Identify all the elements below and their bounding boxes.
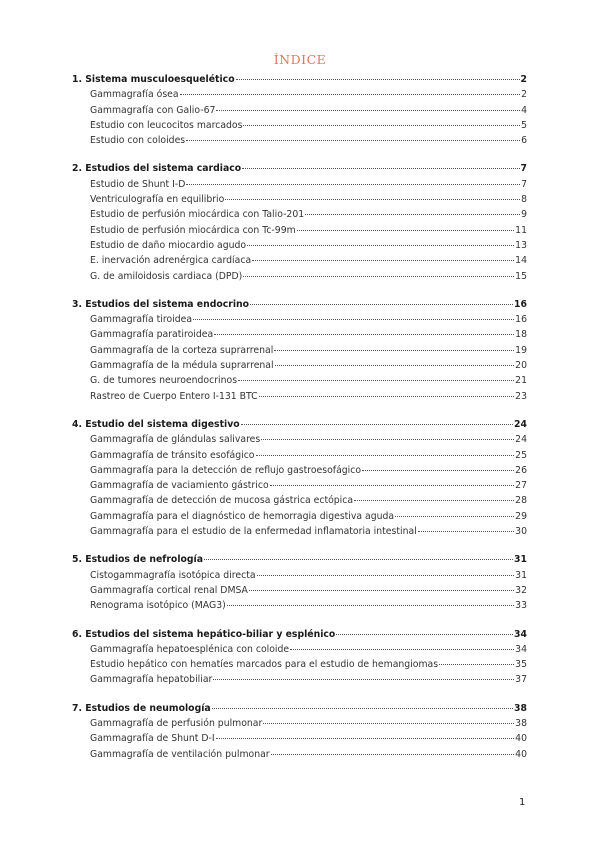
toc-entry[interactable] bbox=[72, 657, 527, 672]
toc-section bbox=[72, 161, 527, 283]
toc-entry-page: 31 bbox=[515, 569, 527, 581]
toc-entry-page: 18 bbox=[515, 329, 527, 341]
toc-entry[interactable] bbox=[72, 493, 527, 508]
dot-leader bbox=[354, 500, 514, 501]
toc-entry[interactable] bbox=[72, 432, 527, 447]
toc-entry-label: Gammagrafía ósea bbox=[90, 89, 179, 101]
dot-leader bbox=[241, 424, 513, 425]
toc-entry[interactable] bbox=[72, 253, 527, 268]
toc-entry-page: 28 bbox=[515, 495, 527, 507]
page-title: ÍNDICE bbox=[273, 52, 327, 67]
toc-entry-label: Estudio hepático con hematíes marcados para el estudio de hemangiomas bbox=[90, 659, 439, 671]
toc-entry[interactable] bbox=[72, 177, 527, 192]
dot-leader bbox=[252, 260, 514, 261]
toc-entry[interactable] bbox=[72, 223, 527, 238]
toc-section bbox=[72, 552, 527, 613]
toc-entry[interactable] bbox=[72, 118, 527, 133]
dot-leader bbox=[204, 559, 513, 560]
dot-leader bbox=[193, 319, 514, 320]
toc-section-heading[interactable] bbox=[72, 627, 527, 642]
toc-entry-page: 7 bbox=[521, 178, 527, 190]
dot-leader bbox=[250, 304, 513, 305]
toc-entry-page: 16 bbox=[515, 314, 527, 326]
dot-leader bbox=[216, 738, 515, 739]
toc-entry-page: 11 bbox=[515, 224, 527, 236]
toc-entry-label: Gammagrafía cortical renal DMSA bbox=[90, 584, 248, 596]
toc-entry[interactable] bbox=[72, 327, 527, 342]
dot-leader bbox=[186, 140, 520, 141]
toc-entry[interactable] bbox=[72, 269, 527, 284]
toc-entry-label: Gammagrafía para la detección de reflujo gastroesofágico bbox=[90, 464, 362, 476]
toc-entry[interactable] bbox=[72, 524, 527, 539]
toc-entry-page: 33 bbox=[515, 600, 527, 612]
toc-entry-label: Gammagrafía de Shunt D-I bbox=[90, 733, 215, 745]
toc-entry[interactable] bbox=[72, 672, 527, 687]
toc-section-heading-label: 5. Estudios de nefrología bbox=[72, 554, 204, 566]
toc-entry[interactable] bbox=[72, 731, 527, 746]
toc-entry-page: 6 bbox=[521, 135, 527, 147]
toc-entry-label: Estudio de Shunt I-D bbox=[90, 178, 186, 190]
toc-section-heading-label: 6. Estudios del sistema hepático-biliar y esplénico bbox=[72, 628, 336, 640]
toc-entry-page: 30 bbox=[515, 526, 527, 538]
toc-entry[interactable] bbox=[72, 716, 527, 731]
toc-entry[interactable] bbox=[72, 87, 527, 102]
toc-entry-page: 40 bbox=[515, 748, 527, 760]
toc-entry-label: Gammagrafía hepatobiliar bbox=[90, 674, 213, 686]
dot-leader bbox=[186, 184, 520, 185]
toc-entry-label: Gammagrafía con Galio-67 bbox=[90, 104, 216, 116]
toc-entry-label: Renograma isotópico (MAG3) bbox=[90, 600, 226, 612]
toc-entry[interactable] bbox=[72, 568, 527, 583]
dot-leader bbox=[418, 531, 514, 532]
toc-entry-page: 27 bbox=[515, 480, 527, 492]
toc-section-heading-page: 2 bbox=[520, 74, 527, 85]
toc-entry-label: Gammagrafía de vaciamiento gástrico bbox=[90, 480, 269, 492]
toc-entry[interactable] bbox=[72, 642, 527, 657]
toc-entry-label: Gammagrafía para el estudio de la enfermedad inflamatoria intestinal bbox=[90, 526, 417, 538]
dot-leader bbox=[236, 79, 520, 80]
dot-leader bbox=[261, 439, 514, 440]
toc-entry[interactable] bbox=[72, 192, 527, 207]
toc-entry-page: 20 bbox=[515, 360, 527, 372]
toc-entry[interactable] bbox=[72, 448, 527, 463]
dot-leader bbox=[257, 575, 515, 576]
toc-entry[interactable] bbox=[72, 598, 527, 613]
dot-leader bbox=[216, 110, 520, 111]
dot-leader bbox=[180, 94, 520, 95]
toc-section-heading-page: 34 bbox=[514, 628, 527, 640]
dot-leader bbox=[238, 380, 514, 381]
toc-entry-label: Ventriculografía en equilibrio bbox=[90, 194, 225, 206]
dot-leader bbox=[259, 396, 514, 397]
dot-leader bbox=[212, 708, 513, 709]
dot-leader bbox=[274, 350, 514, 351]
toc-entry-page: 38 bbox=[515, 717, 527, 729]
toc-section-heading[interactable] bbox=[72, 297, 527, 312]
toc-entry-page: 32 bbox=[515, 584, 527, 596]
toc-entry[interactable] bbox=[72, 358, 527, 373]
toc-entry-page: 8 bbox=[521, 194, 527, 206]
dot-leader bbox=[242, 168, 519, 169]
toc-entry-label: Estudio con coloides bbox=[90, 135, 186, 147]
dot-leader bbox=[270, 485, 515, 486]
toc-entry[interactable] bbox=[72, 583, 527, 598]
dot-leader bbox=[395, 516, 514, 517]
toc-section-heading[interactable] bbox=[72, 417, 527, 432]
toc-section-heading-label: 2. Estudios del sistema cardiaco bbox=[72, 163, 242, 175]
toc-section-heading-page: 31 bbox=[514, 554, 527, 566]
toc-entry-page: 35 bbox=[515, 659, 527, 671]
toc-entry-page: 26 bbox=[515, 464, 527, 476]
toc-entry-page: 5 bbox=[521, 119, 527, 131]
toc-section-heading[interactable] bbox=[72, 552, 527, 567]
dot-leader bbox=[275, 365, 515, 366]
dot-leader bbox=[263, 723, 514, 724]
dot-leader bbox=[256, 455, 515, 456]
toc-entry[interactable] bbox=[72, 463, 527, 478]
toc-entry-label: Gammagrafía para el diagnóstico de hemorragia digestiva aguda bbox=[90, 510, 395, 522]
toc-entry[interactable] bbox=[72, 373, 527, 388]
dot-leader bbox=[290, 649, 514, 650]
toc-entry-label: Gammagrafía de la médula suprarrenal bbox=[90, 360, 274, 372]
toc-entry[interactable] bbox=[72, 238, 527, 253]
dot-leader bbox=[249, 590, 514, 591]
toc-entry-page: 14 bbox=[515, 255, 527, 267]
toc-entry-label: Estudio con leucocitos marcados bbox=[90, 119, 243, 131]
toc-section-heading-page: 7 bbox=[520, 163, 527, 175]
toc-entry-label: Estudio de daño miocardio agudo bbox=[90, 239, 247, 251]
toc-entry[interactable] bbox=[72, 747, 527, 762]
toc-entry-label: Gammagrafía de detección de mucosa gástrica ectópica bbox=[90, 495, 354, 507]
toc-section-heading-label: 4. Estudio del sistema digestivo bbox=[72, 418, 240, 430]
toc-entry-page: 25 bbox=[515, 449, 527, 461]
dot-leader bbox=[297, 230, 514, 231]
toc-section-heading-page: 38 bbox=[514, 702, 527, 714]
toc-entry[interactable] bbox=[72, 133, 527, 148]
toc-entry-page: 24 bbox=[515, 434, 527, 446]
toc-entry-label: Gammagrafía hepatoesplénica con coloide bbox=[90, 643, 290, 655]
toc-section-heading[interactable] bbox=[72, 72, 527, 87]
table-of-contents bbox=[72, 72, 527, 775]
toc-entry-label: Gammagrafía de la corteza suprarrenal bbox=[90, 344, 274, 356]
toc-entry-page: 21 bbox=[515, 375, 527, 387]
toc-entry-label: Estudio de perfusión miocárdica con Talio-201 bbox=[90, 209, 305, 221]
dot-leader bbox=[214, 334, 514, 335]
toc-entry-page: 2 bbox=[521, 89, 527, 101]
toc-entry-page: 34 bbox=[515, 643, 527, 655]
toc-entry-page: 9 bbox=[521, 209, 527, 221]
toc-entry[interactable] bbox=[72, 509, 527, 524]
toc-entry-page: 19 bbox=[515, 344, 527, 356]
toc-entry-label: Gammagrafía de ventilación pulmonar bbox=[90, 748, 270, 760]
toc-entry-page: 37 bbox=[515, 674, 527, 686]
dot-leader bbox=[439, 664, 514, 665]
toc-section-heading-page: 16 bbox=[514, 298, 527, 310]
toc-entry-label: Gammagrafía de tránsito esofágico bbox=[90, 449, 255, 461]
dot-leader bbox=[362, 470, 514, 471]
toc-section-heading-page: 24 bbox=[514, 418, 527, 430]
toc-entry[interactable] bbox=[72, 312, 527, 327]
toc-entry[interactable] bbox=[72, 207, 527, 222]
dot-leader bbox=[247, 245, 514, 246]
dot-leader bbox=[213, 679, 514, 680]
dot-leader bbox=[271, 754, 515, 755]
toc-entry-page: 13 bbox=[515, 239, 527, 251]
toc-entry-page: 15 bbox=[515, 270, 527, 282]
toc-section-heading-label: 3. Estudios del sistema endocrino bbox=[72, 298, 250, 310]
toc-section-heading[interactable] bbox=[72, 701, 527, 716]
toc-section-heading-label: 1. Sistema musculoesquelético bbox=[72, 74, 235, 85]
toc-section bbox=[72, 701, 527, 762]
dot-leader bbox=[225, 199, 520, 200]
toc-section bbox=[72, 72, 527, 148]
toc-entry-label: E. inervación adrenérgica cardíaca bbox=[90, 255, 252, 267]
toc-entry-page: 40 bbox=[515, 733, 527, 745]
toc-section bbox=[72, 627, 527, 688]
dot-leader bbox=[243, 125, 520, 126]
dot-leader bbox=[243, 276, 514, 277]
toc-entry-label: Gammagrafía de perfusión pulmonar bbox=[90, 717, 263, 729]
toc-entry-page: 23 bbox=[515, 390, 527, 402]
toc-entry-page: 29 bbox=[515, 510, 527, 522]
toc-entry-label: Cistogammagrafía isotópica directa bbox=[90, 569, 256, 581]
toc-section-heading-label: 7. Estudios de neumología bbox=[72, 702, 211, 714]
toc-entry-label: Estudio de perfusión miocárdica con Tc-99m bbox=[90, 224, 296, 236]
dot-leader bbox=[227, 605, 514, 606]
toc-entry-page: 4 bbox=[521, 104, 527, 116]
toc-entry-label: Gammagrafía paratiroidea bbox=[90, 329, 214, 341]
toc-section-heading[interactable] bbox=[72, 161, 527, 176]
toc-entry[interactable] bbox=[72, 389, 527, 404]
toc-entry[interactable] bbox=[72, 478, 527, 493]
dot-leader bbox=[305, 214, 520, 215]
toc-entry-label: Rastreo de Cuerpo Entero I-131 BTC bbox=[90, 390, 258, 402]
toc-entry-label: G. de tumores neuroendocrinos bbox=[90, 375, 238, 387]
toc-entry[interactable] bbox=[72, 343, 527, 358]
toc-entry-label: G. de amiloidosis cardiaca (DPD) bbox=[90, 270, 243, 282]
toc-entry[interactable] bbox=[72, 103, 527, 118]
dot-leader bbox=[336, 634, 513, 635]
toc-entry-label: Gammagrafía tiroidea bbox=[90, 314, 193, 326]
toc-entry-label: Gammagrafía de glándulas salivares bbox=[90, 434, 261, 446]
toc-section bbox=[72, 297, 527, 404]
toc-section bbox=[72, 417, 527, 539]
page-number: 1 bbox=[519, 797, 526, 808]
